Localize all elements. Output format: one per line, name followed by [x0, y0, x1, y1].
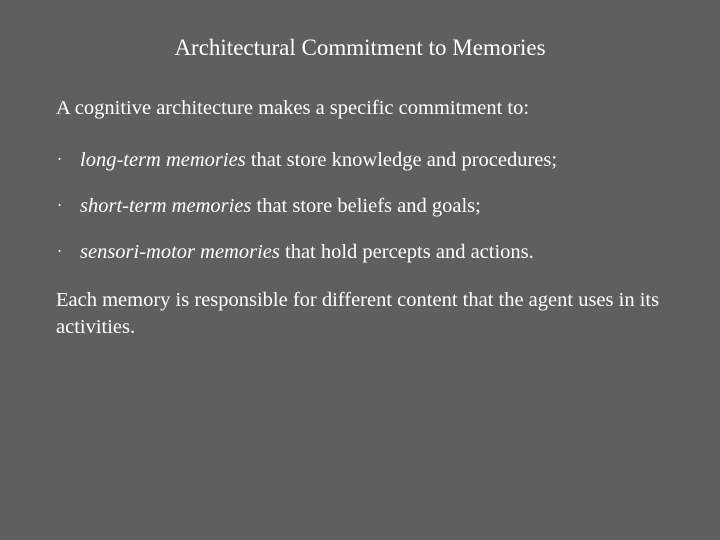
bullet-emphasis: short-term memories: [80, 195, 252, 217]
slide-title: Architectural Commitment to Memories: [174, 35, 546, 60]
bullet-emphasis: long-term memories: [80, 149, 246, 171]
bullet-list: [56, 146, 696, 284]
bullet-emphasis: sensori-motor memories: [80, 241, 280, 263]
bullet-dot-icon: ⋅: [57, 152, 63, 168]
bullet-item-short-term: [56, 192, 696, 220]
closing-text: Each memory is responsible for different content that the agent uses in its activities.: [56, 289, 660, 338]
bullet-dot-icon: ⋅: [57, 198, 63, 214]
bullet-dot-icon: ⋅: [57, 244, 63, 260]
bullet-text: that store knowledge and procedures;: [245, 149, 558, 171]
bullet-text: that hold percepts and actions.: [279, 241, 534, 263]
bullet-text: that store beliefs and goals;: [251, 195, 481, 217]
bullet-item-sensori-motor: [56, 238, 696, 266]
intro-text: A cognitive architecture makes a specific commitment to:: [56, 97, 530, 119]
bullet-item-long-term: [56, 146, 696, 174]
